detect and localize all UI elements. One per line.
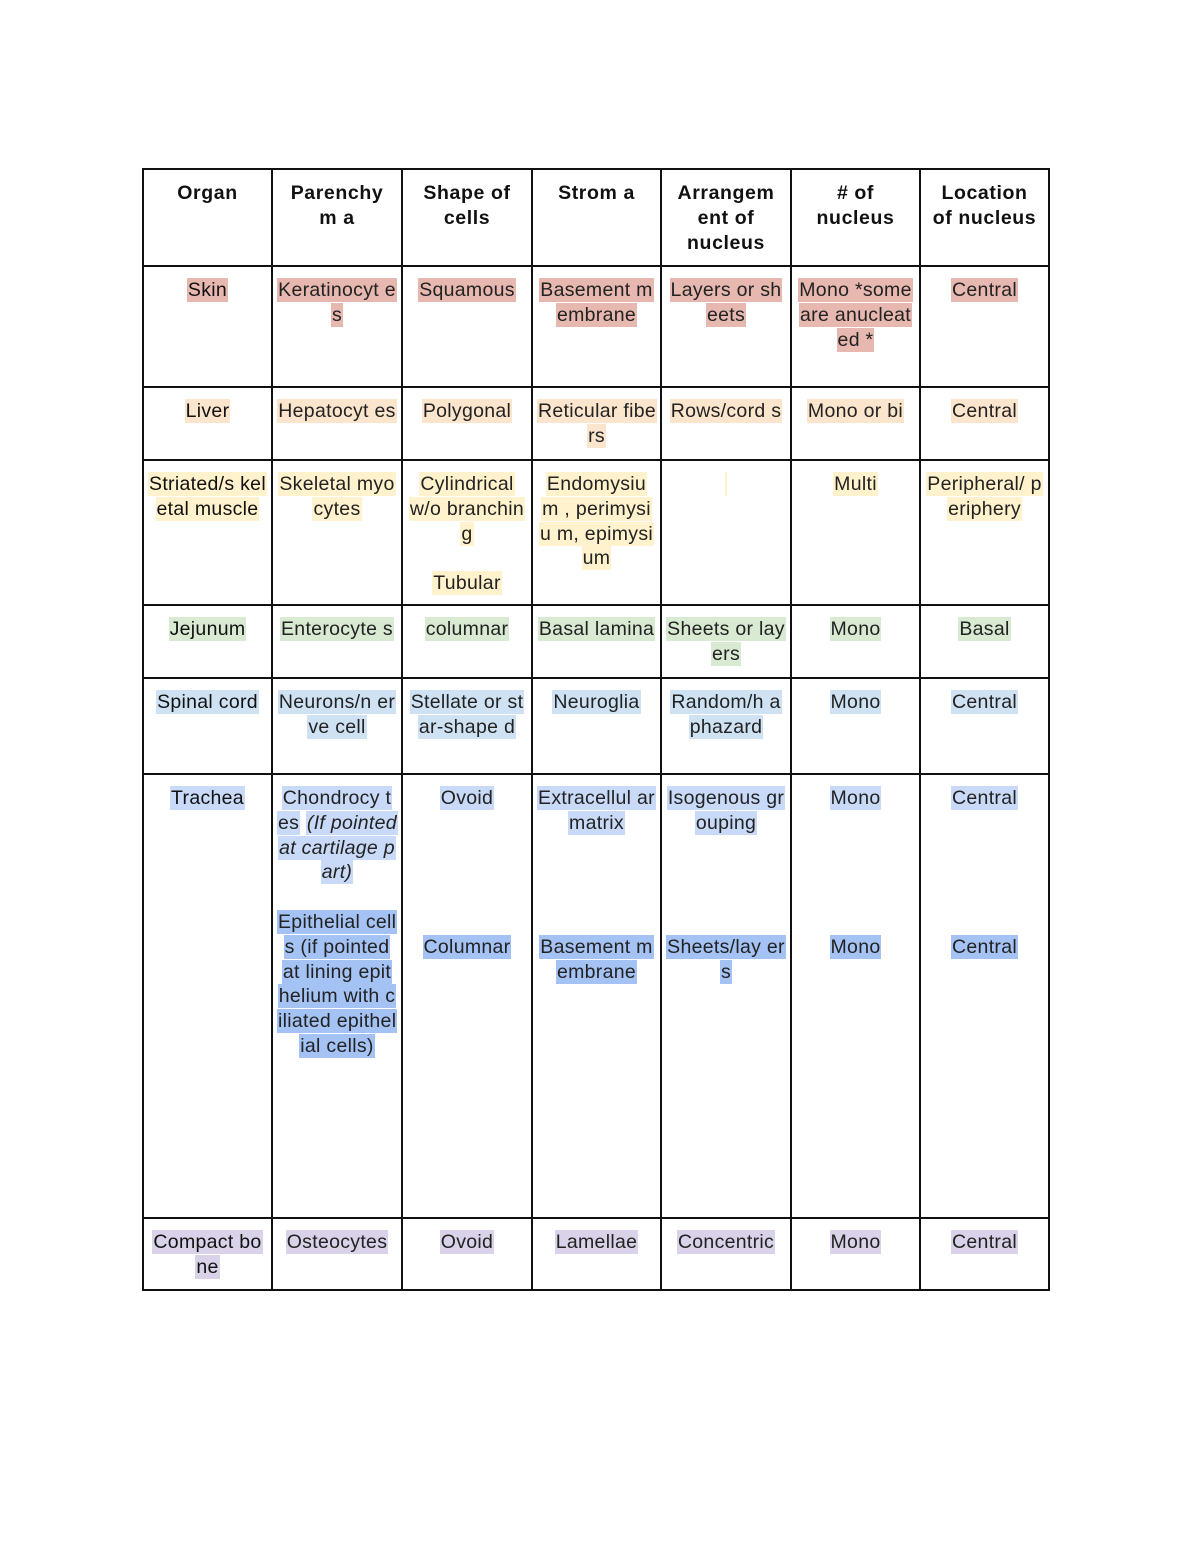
cell-text [725,472,727,496]
cell-text: Keratinocyt es [278,279,396,326]
cell-parenchyma [272,460,402,605]
cell-text: Random/h aphazard [671,691,781,738]
cell-text: Jejunum [169,618,246,640]
table-row-compact-bone [143,1218,1049,1290]
cell-shape [402,774,532,1218]
cell-shape [402,266,532,387]
cell-organ [143,387,272,460]
cell-stroma [532,605,661,678]
cell-number [791,1218,920,1290]
cell-shape [402,460,532,605]
cell-text: Squamous [419,279,515,301]
header-shape: Shape of cells [402,169,532,266]
header-row [143,169,1049,266]
cell-organ [143,678,272,774]
cell-text: Mono [830,787,881,809]
cell-text: Sheets or layers [667,618,785,665]
cell-shape [402,387,532,460]
cell-text: Compact bone [153,1231,262,1278]
cell-text: Epithelial cells (if pointed at lining epithelium with ciliated epithelial cells) [278,910,397,1057]
cell-text: Central [952,936,1017,958]
cell-text: Central [952,400,1017,422]
header-location: Location of nucleus [920,169,1049,266]
cell-arrangement [661,678,791,774]
cell-text: Mono [830,1231,881,1253]
cell-text: Sheets/lay ers [667,936,785,983]
cell-arrangement [661,266,791,387]
cell-number [791,678,920,774]
cell-text: Enterocyte s [281,618,393,640]
cell-parenchyma [272,678,402,774]
cell-number [791,266,920,387]
cell-text: Central [952,1231,1017,1253]
cell-text: Columnar [423,936,511,958]
header-number: # of nucleus [791,169,920,266]
cell-organ [143,1218,272,1290]
cell-stroma [532,460,661,605]
cell-text: Basal lamina [538,618,655,640]
cell-note: (If pointed at cartilage part) [279,811,397,884]
cell-text: Multi [834,473,877,495]
cell-location [920,605,1049,678]
cell-text: Layers or sheets [670,279,782,326]
cell-location [920,774,1049,1218]
cell-number [791,460,920,605]
cell-text: Lamellae [555,1231,638,1253]
cell-text: Basement membrane [540,936,653,983]
cell-text: Spinal cord [157,691,258,713]
cell-text: Endomysiu m , perimysiu m, epimysium [539,473,654,570]
cell-parenchyma [272,1218,402,1290]
cell-organ [143,605,272,678]
cell-text: Mono or bi [807,400,904,422]
cell-arrangement [661,460,791,605]
table-row-jejunum [143,605,1049,678]
cell-text: Neurons/n erve cell [278,691,396,738]
cell-stroma [532,774,661,1218]
cell-stroma [532,266,661,387]
cell-text: Isogenous grouping [667,787,785,834]
cell-text: Skin [187,279,228,301]
cell-stroma [532,387,661,460]
cell-parenchyma [272,605,402,678]
cell-text: Liver [185,400,230,422]
cell-text: Skeletal myocytes [279,473,395,520]
cell-text: Trachea [171,787,244,809]
cell-shape [402,605,532,678]
cell-organ [143,774,272,1218]
cell-text: Mono [830,618,881,640]
cell-arrangement [661,1218,791,1290]
cell-text: Ovoid [440,1231,494,1253]
cell-text: Osteocytes [286,1231,388,1253]
cell-text: Central [952,691,1017,713]
cell-organ [143,266,272,387]
cell-text: Central [952,787,1017,809]
cell-text: Concentric [677,1231,775,1253]
cell-text: Hepatocyt es [278,400,396,422]
table-row-skeletal-muscle [143,460,1049,605]
cell-text: columnar [425,618,509,640]
cell-text: Cylindrical w/o branching [409,473,525,545]
cell-parenchyma [272,266,402,387]
cell-text: Reticular fibers [538,400,657,447]
header-arrangement: Arrangem ent of nucleus [661,169,791,266]
cell-text: Stellate or star-shape d [410,691,524,738]
cell-text: Central [952,279,1017,301]
cell-organ [143,460,272,605]
table-row-skin [143,266,1049,387]
cell-text: Tubular [433,572,501,595]
cell-text: Peripheral/ periphery [927,473,1042,520]
cell-arrangement [661,774,791,1218]
cell-text: Chondrocy tes [278,787,392,834]
histology-table [142,168,1050,1291]
header-parenchyma: Parenchy m a [272,169,402,266]
cell-text: Basement membrane [540,279,653,326]
header-stroma: Strom a [532,169,661,266]
cell-text: Striated/s keletal muscle [149,473,266,520]
cell-number [791,387,920,460]
cell-location [920,387,1049,460]
cell-shape [402,1218,532,1290]
cell-stroma [532,678,661,774]
cell-text: Mono *some are anucleated * [799,279,912,351]
cell-text: Neuroglia [553,691,640,713]
cell-shape [402,678,532,774]
cell-parenchyma [272,387,402,460]
cell-arrangement [661,605,791,678]
cell-location [920,460,1049,605]
cell-text: Rows/cord s [670,400,782,422]
table-row-spinal-cord [143,678,1049,774]
table-row-trachea [143,774,1049,1218]
cell-location [920,266,1049,387]
cell-stroma [532,1218,661,1290]
cell-location [920,678,1049,774]
cell-number [791,605,920,678]
cell-text: Mono [830,936,881,958]
cell-text: Extracellul ar matrix [538,787,655,834]
cell-arrangement [661,387,791,460]
cell-text: Basal [959,618,1010,640]
cell-text: Polygonal [422,400,512,422]
header-organ: Organ [143,169,272,266]
cell-location [920,1218,1049,1290]
cell-number [791,774,920,1218]
cell-text: Ovoid [440,787,494,809]
cell-parenchyma [272,774,402,1218]
cell-text: Mono [830,691,881,713]
table-row-liver [143,387,1049,460]
